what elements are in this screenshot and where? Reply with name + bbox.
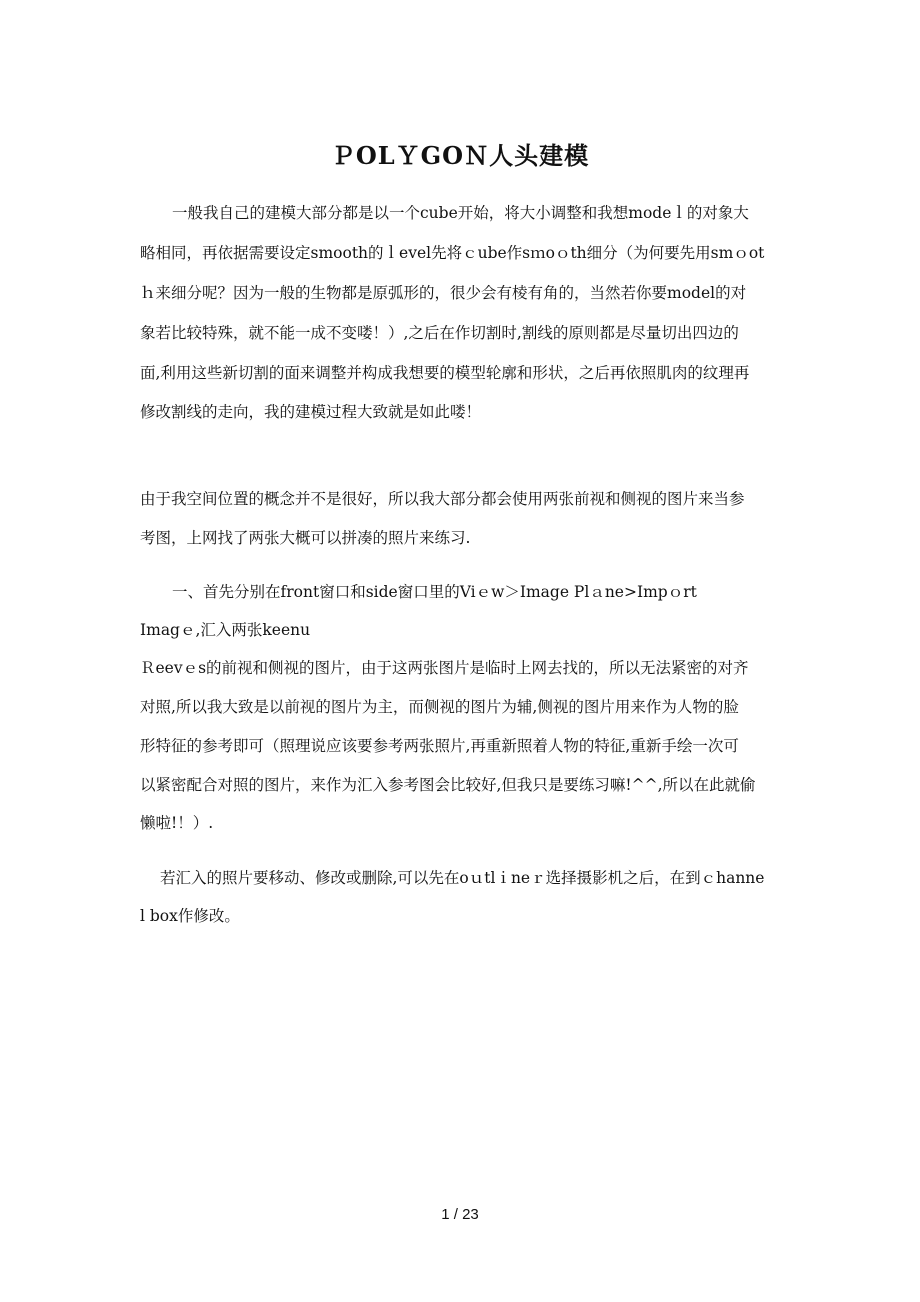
- paragraph-1-line-4: 象若比较特殊，就不能一成不变喽！）,之后在作切割时,割线的原则都是尽量切出四边的: [140, 324, 739, 342]
- paragraph-3-line-1: 一、首先分别在front窗口和side窗口里的Viｅw＞Image Plａne>Impｏrt: [172, 583, 697, 601]
- paragraph-3-line-4: 对照,所以我大致是以前视的图片为主，而侧视的图片为辅,侧视的图片用来作为人物的脸: [140, 698, 739, 716]
- document-title: ＰOLＹGOＮ人头建模: [330, 141, 590, 170]
- paragraph-2-line-2: 考图，上网找了两张大概可以拼凑的照片来练习.: [140, 529, 471, 547]
- paragraph-3-line-3: Ｒeevｅs的前视和侧视的图片，由于这两张图片是临时上网去找的，所以无法紧密的对齐: [140, 659, 749, 677]
- paragraph-3-line-5: 形特征的参考即可（照理说应该要参考两张照片,再重新照着人物的特征,重新手绘一次可: [140, 737, 739, 755]
- paragraph-1-line-3: ｈ来细分呢？因为一般的生物都是原弧形的，很少会有棱有角的，当然若你要model的对: [140, 284, 747, 302]
- paragraph-4-line-2: l box作修改。: [140, 907, 240, 925]
- paragraph-3-line-7: 懒啦!！）.: [140, 814, 214, 832]
- paragraph-1-line-6: 修改割线的走向，我的建模过程大致就是如此喽！: [140, 403, 482, 421]
- paragraph-3-line-6: 以紧密配合对照的图片，来作为汇入参考图会比较好,但我只是要练习嘛!^^,所以在此就偷: [140, 776, 756, 794]
- page-number: 1 / 23: [441, 1206, 479, 1223]
- paragraph-3-line-2: Imagｅ,汇入两张keenu: [140, 621, 311, 639]
- paragraph-2-line-1: 由于我空间位置的概念并不是很好，所以我大部分都会使用两张前视和侧视的图片来当参: [140, 490, 745, 508]
- paragraph-1-line-5: 面,利用这些新切割的面来调整并构成我想要的模型轮廓和形状，之后再依照肌肉的纹理再: [140, 364, 750, 382]
- paragraph-1-line-2: 略相同，再依据需要设定smooth的ｌevel先将ｃube作sｍoｏth细分（为何要先用smｏot: [140, 244, 765, 262]
- paragraph-1-line-1: 一般我自己的建模大部分都是以一个cube开始，将大小调整和我想modeｌ的对象大: [172, 204, 749, 222]
- paragraph-4-line-1: 若汇入的照片要移动、修改或删除,可以先在oｕtlｉneｒ选择摄影机之后，在到ｃhanne: [160, 869, 765, 887]
